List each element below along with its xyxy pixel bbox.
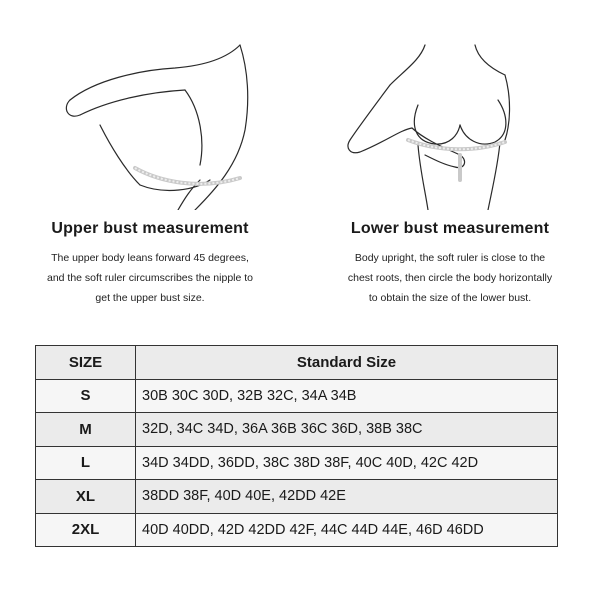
- table-row: [36, 413, 558, 447]
- upper-bust-illustration: [0, 30, 300, 210]
- standard-size-cell: 38DD 38F, 40D 40E, 42DD 42E: [136, 480, 558, 514]
- size-cell: 2XL: [36, 513, 136, 547]
- size-cell: S: [36, 379, 136, 413]
- size-chart-table: [35, 345, 558, 547]
- description-line: get the upper bust size.: [95, 292, 205, 304]
- lower-bust-panel: [300, 0, 600, 330]
- upper-bust-description: [20, 248, 280, 308]
- table-row: [36, 513, 558, 547]
- description-line: to obtain the size of the lower bust.: [368, 292, 532, 304]
- size-cell: L: [36, 446, 136, 480]
- standard-size-cell: 34D 34DD, 36DD, 38C 38D 38F, 40C 40D, 42C 42D: [136, 446, 558, 480]
- table-row: [36, 480, 558, 514]
- table-row: [36, 379, 558, 413]
- lower-bust-illustration: [300, 30, 600, 210]
- size-cell: M: [36, 413, 136, 447]
- standard-size-cell: 32D, 34C 34D, 36A 36B 36C 36D, 38B 38C: [136, 413, 558, 447]
- lower-bust-heading: Lower bust measurement: [350, 220, 550, 237]
- description-line: and the soft ruler circumscribes the nipple to: [46, 272, 254, 284]
- description-line: chest roots, then circle the body horizontally: [347, 272, 553, 284]
- lower-bust-description: [320, 248, 580, 308]
- standard-size-cell: 40D 40DD, 42D 42DD 42F, 44C 44D 44E, 46D 46DD: [136, 513, 558, 547]
- description-line: The upper body leans forward 45 degrees,: [51, 252, 249, 264]
- standard-size-column-header: Standard Size: [136, 346, 558, 380]
- upper-bust-panel: [0, 0, 300, 330]
- standard-size-cell: 30B 30C 30D, 32B 32C, 34A 34B: [136, 379, 558, 413]
- size-column-header: SIZE: [36, 346, 136, 380]
- size-cell: XL: [36, 480, 136, 514]
- upper-bust-heading: Upper bust measurement: [51, 220, 249, 237]
- table-header-row: [36, 346, 558, 380]
- description-line: Body upright, the soft ruler is close to the: [354, 252, 546, 264]
- table-row: [36, 446, 558, 480]
